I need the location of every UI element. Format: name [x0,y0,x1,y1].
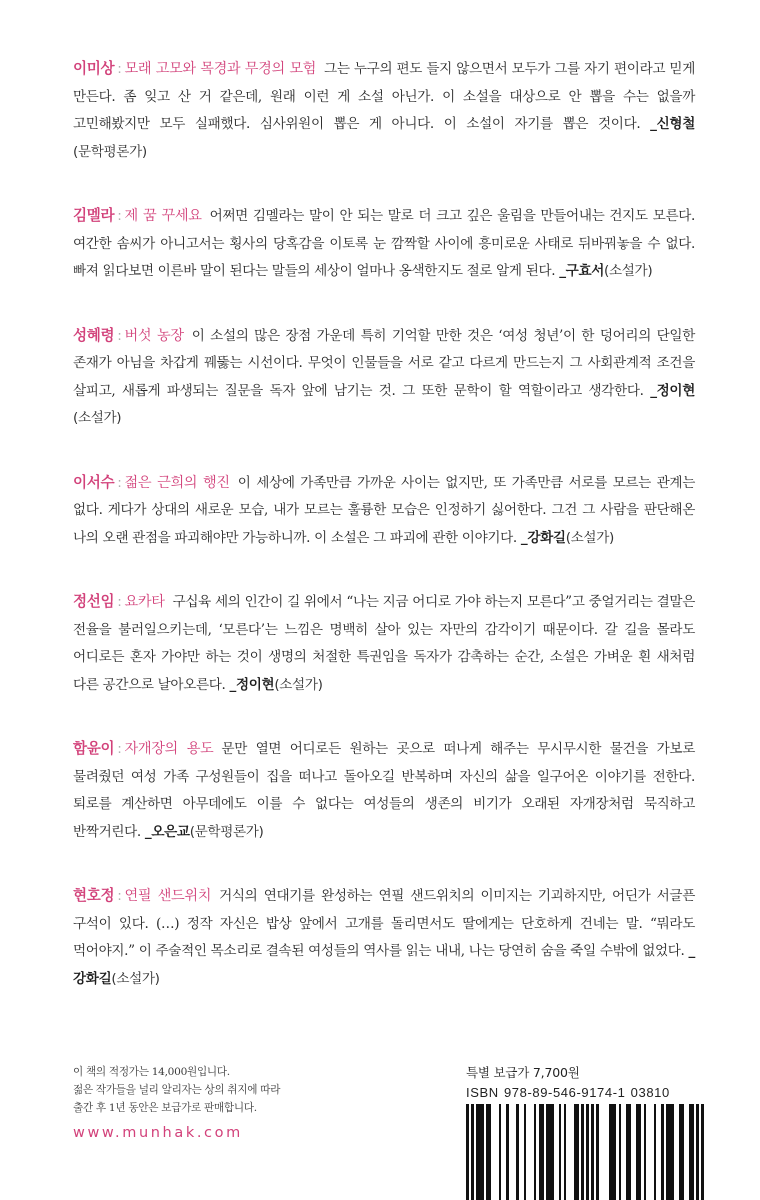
review-text: 구십육 세의 인간이 길 위에서 “나는 지금 어디로 가야 하는지 모른다”고 중얼거리는 결말은 전율을 불러일으키는데, ‘모른다’는 느낌은 명백히 살아 있는 자만의 감각이기 때문이다. 갈 길을 몰라도 어디로든 혼자 가야만 하는 것이 생명의 처절한 특권임을 독자가 감촉하는 순간, 소설은 가벼운 흰 새처럼 다른 공간으로 날아오른다. [73,594,695,693]
review-separator: : [117,888,122,904]
website-link[interactable]: www.munhak.com [73,1125,243,1141]
review-text: 어쩌면 김멜라는 말이 안 되는 말로 더 크고 깊은 울림을 만들어내는 건지도 모른다. 여간한 솜씨가 아니고서는 횡사의 당혹감을 이토록 눈 깜짝할 사이에 흥미로운 사태로 뒤바꿔놓을 수 없다. 빠져 읽다보면 이른바 말이 된다는 말들의 세상이 얼마나 옹색한지도 절로 알게 된다. [73,208,695,279]
review-author: 정선임 [73,593,115,610]
review-text: 그는 누구의 편도 들지 않으면서 모두가 그를 자기 편이라고 믿게 만든다. 좀 잊고 산 거 같은데, 원래 이런 게 소설 아닌가. 이 소설을 대상으로 안 뽑을 수는 없을까 고민해봤지만 모두 실패했다. 심사위원이 뽑은 게 아니다. 이 소설이 자기를 뽑은 것이다. [73,61,695,132]
price-notice-line: 출간 후 1년 동안은 보급가로 판매합니다. [73,1102,257,1114]
review-4 [73,469,695,553]
review-story-title: 요카타 [124,594,165,610]
review-2 [73,202,695,286]
review-text: 문만 열면 어디로든 원하는 곳으로 떠나게 해주는 무시무시한 물건을 가보로 물려줬던 여성 가족 구성원들이 집을 떠나고 돌아오길 반복하며 자신의 삶을 일구어온 이야기를 전한다. 퇴로를 계산하면 아무데에도 이를 수 없다는 여성들의 생존의 비기가 오래된 자개장처럼 묵직하고 반짝거린다. [73,741,695,840]
review-separator: : [117,327,122,344]
review-text: 이 소설의 많은 장점 가운데 특히 기억할 만한 것은 ‘여성 청년’이 한 덩어리의 단일한 존재가 아님을 차갑게 꿰뚫는 시선이다. 무엇이 인물들을 서로 같고 다르게 만드는지 그 사회관계적 조건을 살피고, 새롭게 파생되는 질문을 독자 앞에 남기는 것. 그 또한 문학이 할 역할이라고 생각한다. [73,327,695,399]
review-separator: : [117,208,122,224]
reviewer-name: _구효서 [559,263,605,279]
reviewer-name: _신형철 [650,116,695,132]
review-7 [73,882,695,993]
price-notice-line: 이 책의 적정가는 14,000원입니다. [73,1066,230,1078]
reviewer-role: (문학평론가) [189,823,264,840]
review-text: 이 세상에 가족만큼 가까운 사이는 없지만, 또 가족만큼 서로를 모르는 관계는 없다. 게다가 상대의 새로운 모습, 내가 모르는 훌륭한 모습은 인정하기 싫어한다. 그건 그 사람을 판단해온 나의 오랜 관점을 파괴해야만 가능하니까. 이 소설은 그 파괴에 관한 이야기다. [73,474,695,546]
reviewer-role: (소설가) [111,970,160,987]
review-story-title: 버섯 농장 [124,327,184,344]
review-5 [73,588,695,699]
reviewer-role: (문학평론가) [73,143,147,160]
review-story-title: 자개장의 용도 [124,741,214,757]
review-author: 이서수 [73,473,115,491]
review-author: 현호정 [73,887,115,904]
reviewer-name: _강화길 [73,943,695,987]
price-notice-line: 젊은 작가들을 널리 알리자는 상의 취지에 따라 [73,1084,281,1096]
review-separator: : [117,741,122,757]
isbn-label: ISBN 978-89-546-9174-1 03810 [466,1085,670,1100]
price-notice [73,1063,433,1117]
special-price: 특별 보급가 7,700원 [466,1065,580,1080]
review-separator: : [117,61,122,77]
review-author: 함윤이 [73,740,115,757]
review-1 [73,55,695,166]
barcode-bar [701,1104,704,1200]
reviewer-role: (소설가) [604,263,653,279]
reviewer-name: _오은교 [144,823,190,840]
reviewer-role: (소설가) [73,410,122,426]
review-author: 성혜령 [73,326,115,344]
review-story-title: 제 꿈 꾸세요 [124,208,202,224]
barcode-graphic [466,1104,704,1200]
reviewer-name: _강화길 [520,529,566,546]
review-story-title: 연필 샌드위치 [124,888,212,904]
reviewer-name: _정이현 [229,676,275,693]
review-story-title: 모래 고모와 목경과 무경의 모험 [124,61,317,77]
review-story-title: 젊은 근희의 행진 [124,474,230,491]
review-3 [73,322,695,433]
review-author: 김멜라 [73,207,115,224]
review-text: 거식의 연대기를 완성하는 연필 샌드위치의 이미지는 기괴하지만, 어딘가 서글픈 구석이 있다. (…) 정작 자신은 밥상 앞에서 고개를 돌리면서도 딸에게는 단호하게 건네는 말. “뭐라도 먹어야지.” 이 주술적인 목소리로 결속된 여성들의 역사를 읽는 내내, 나는 당연히 숨을 죽일 수밖에 없었다. [73,888,695,959]
reviewer-name: _정이현 [650,382,695,399]
review-6 [73,735,695,846]
review-separator: : [117,474,122,491]
reviewer-role: (소설가) [565,529,614,546]
review-author: 이미상 [73,60,115,77]
reviewer-role: (소설가) [274,676,323,693]
review-separator: : [117,594,122,610]
review-list [73,55,695,1029]
